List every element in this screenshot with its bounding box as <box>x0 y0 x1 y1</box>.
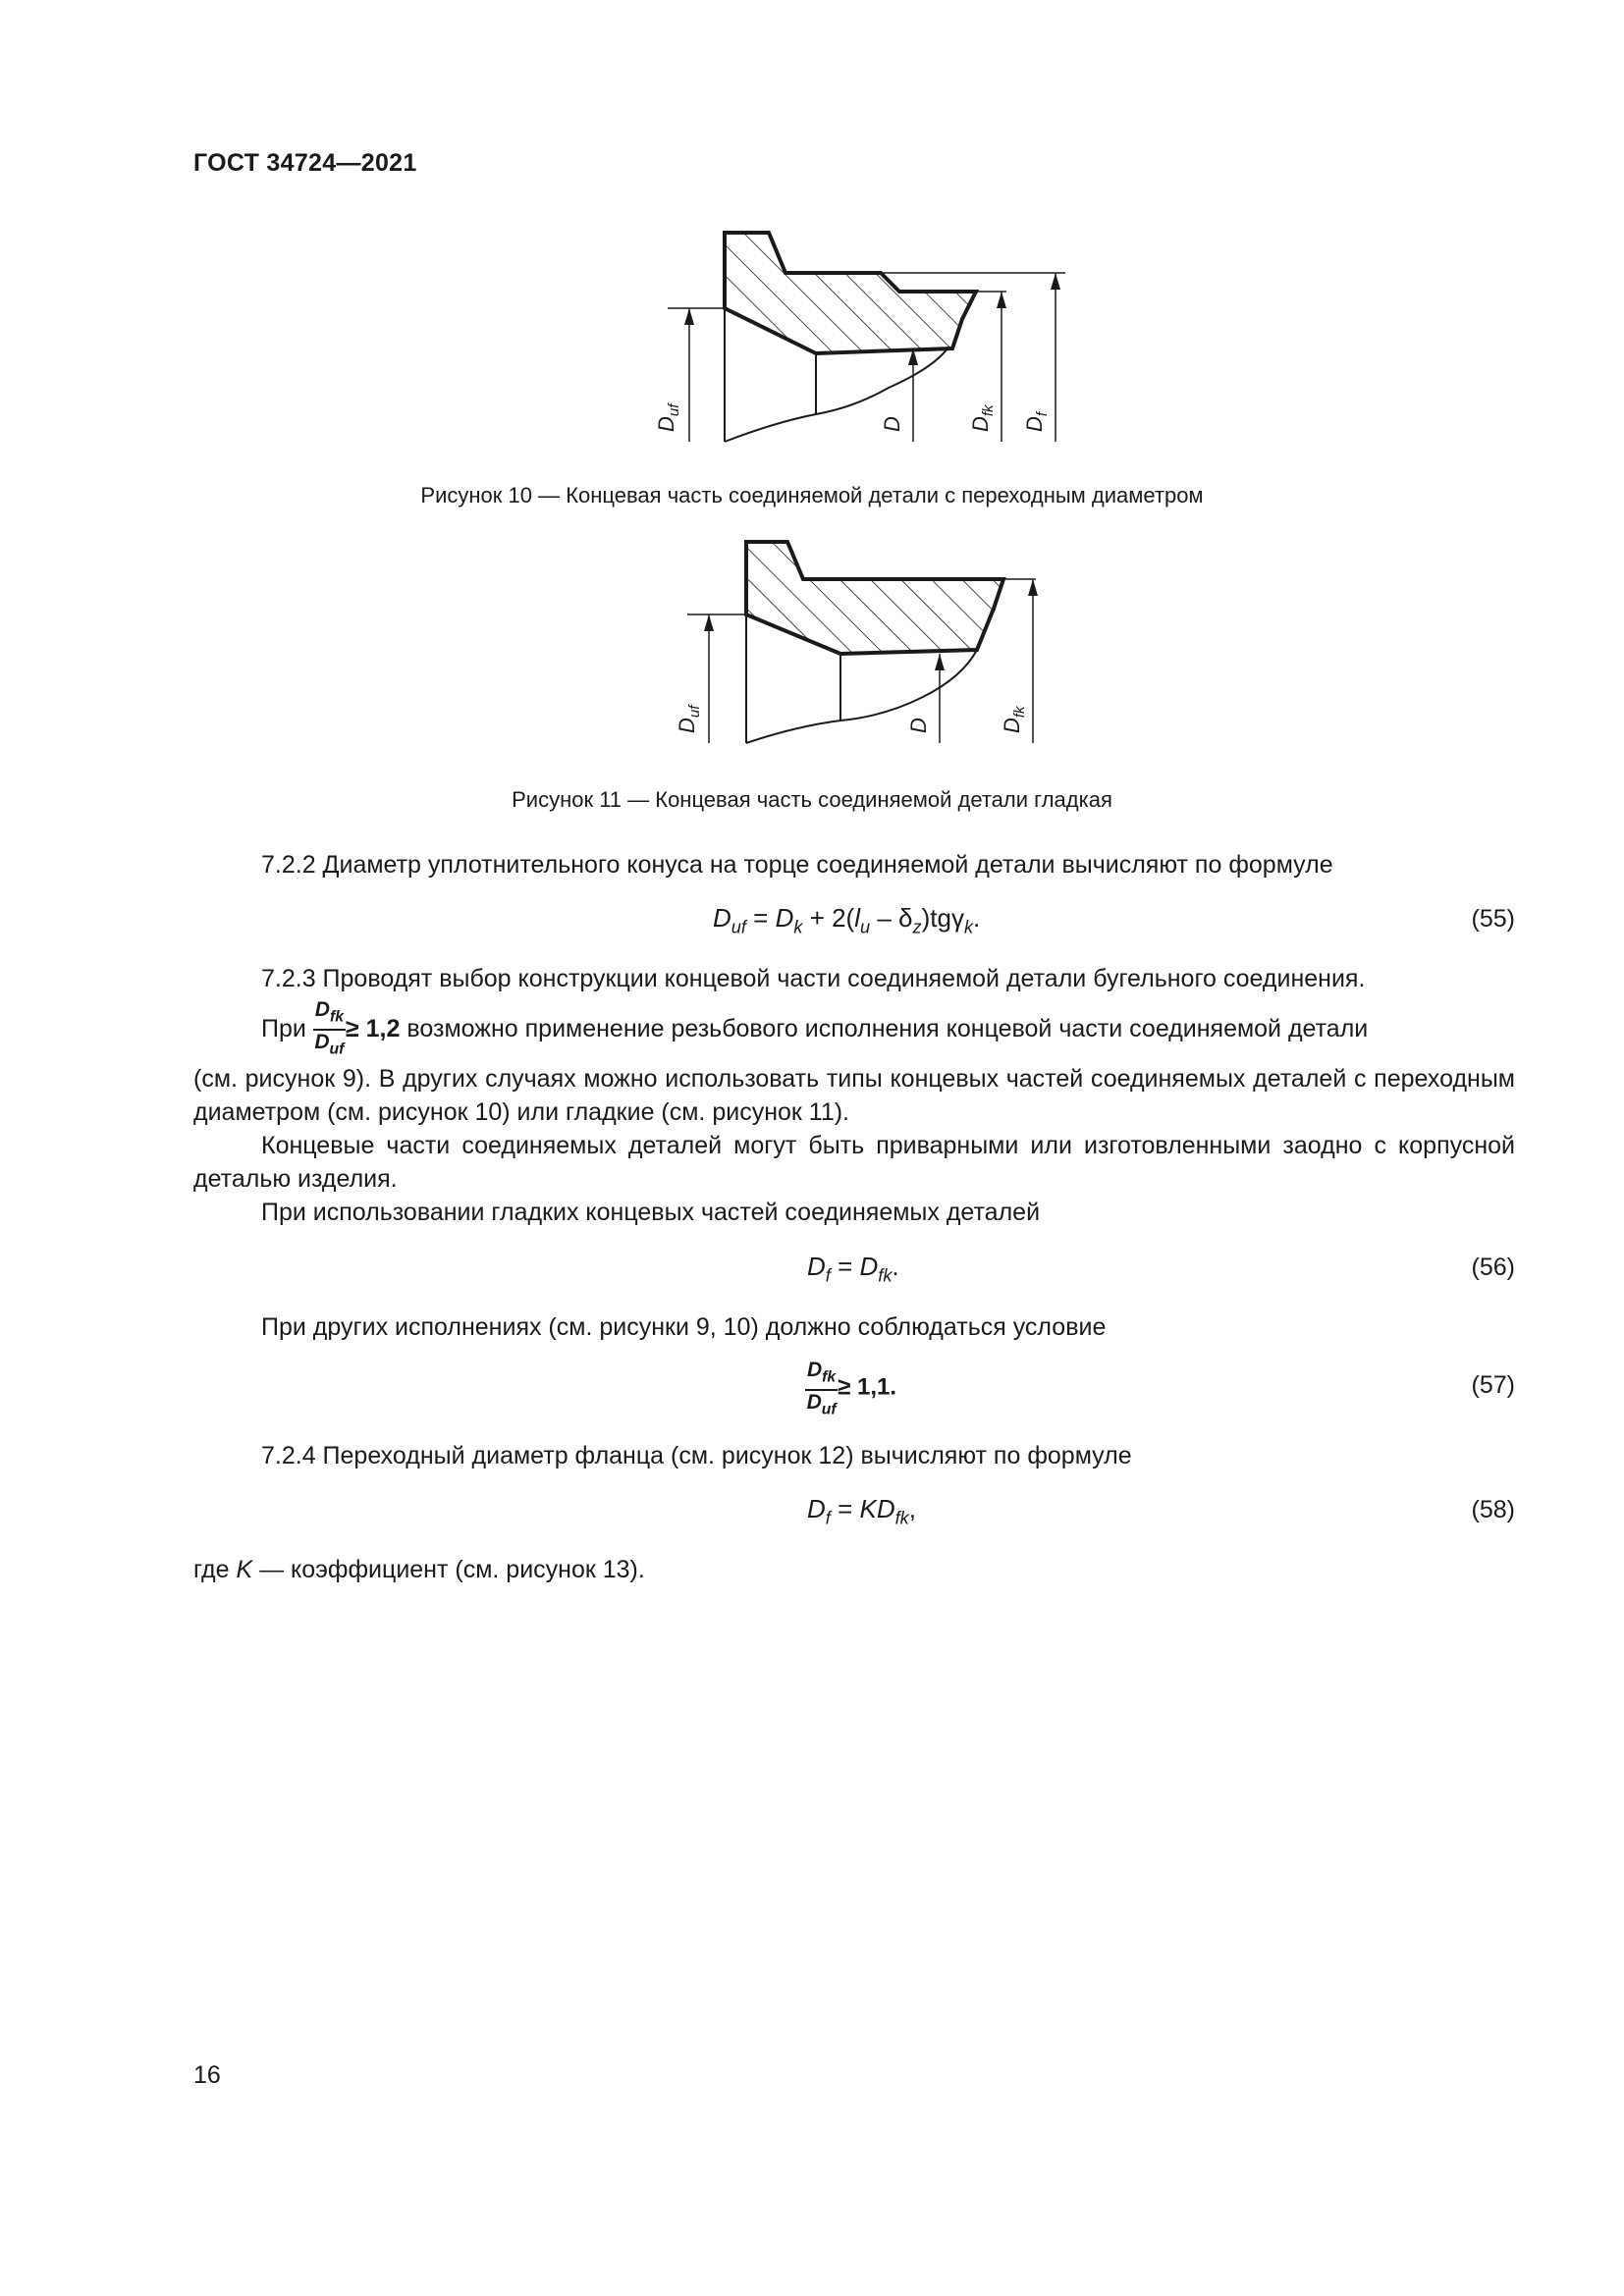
figure-10-drawing <box>609 221 1100 456</box>
equation-number-56: (56) <box>1471 1254 1515 1281</box>
fig10-hatched-section <box>725 233 976 353</box>
fig10-label-duf: $D_{uf}$ <box>654 403 682 432</box>
section-7-2-3-text: 7.2.3 Проводят выбор конструкции концевой части соединяемой детали бугельного соединения. <box>261 965 1366 992</box>
fraction-dfk-duf: $\frac{D_{fk}}{D_{uf}}$ <box>314 998 345 1057</box>
equation-number-58: (58) <box>1471 1496 1515 1523</box>
fig11-hatched-section <box>746 542 1003 654</box>
fig10-label-df: $D_f$ <box>1022 411 1051 432</box>
section-7-2-4-text: 7.2.4 Переходный диаметр фланца (см. рисунок 12) вычисляют по формуле <box>261 1442 1132 1469</box>
where-k-explanation: где K — коэффициент (см. рисунок 13). <box>193 1556 645 1583</box>
formula-56: $D_f = D_{fk}$. <box>807 1252 899 1286</box>
formula-55: $D_{uf} = D_k + 2(l_u - \delta_z)tg\gamma_k$. <box>713 903 981 937</box>
section-7-2-3-continuation: (см. рисунок 9). В других случаях можно использовать типы концевых частей соединяемых деталей с переходным диаметром (см. рисунок 10) или гладкие (см. рисунок 11). <box>193 1065 1515 1126</box>
fig11-label-d: D <box>906 718 931 733</box>
section-7-2-3-smooth-text: При использовании гладких концевых частей соединяемых деталей <box>261 1199 1041 1226</box>
equation-number-55: (55) <box>1471 905 1515 933</box>
fig11-label-dfk: $D_{fk}$ <box>1000 706 1028 733</box>
fig10-label-dfk: $D_{fk}$ <box>968 404 997 432</box>
section-7-2-3-ends-paragraph: Концевые части соединяемых деталей могут быть приварными или изготовленными заодно с корпусной деталью изделия. <box>193 1132 1515 1193</box>
formula-57: $\frac{D_{fk}}{D_{uf}}$ ≥ 1,1. <box>805 1360 896 1421</box>
formula-58: $D_f = KD_{fk}$, <box>807 1494 916 1528</box>
section-7-2-3-condition: При $\frac{D_{fk}}{D_{uf}}$ ≥ 1,2 возможно применение резьбового исполнения концевой части соединяемой детали <box>261 999 1515 1061</box>
figure-11-caption: Рисунок 11 — Концевая часть соединяемой детали гладкая <box>512 787 1112 812</box>
fraction-dfk-duf-57: $\frac{D_{fk}}{D_{uf}}$ <box>806 1359 837 1417</box>
page-number: 16 <box>193 2061 221 2089</box>
equation-number-57: (57) <box>1471 1371 1515 1399</box>
document-header: ГОСТ 34724—2021 <box>193 149 417 177</box>
section-7-2-2-text: 7.2.2 Диаметр уплотнительного конуса на торце соединяемой детали вычисляют по формуле <box>261 851 1333 879</box>
fig11-label-duf: $D_{uf}$ <box>675 705 703 733</box>
section-7-2-3-other-text: При других исполнениях (см. рисунки 9, 10) должно соблюдаться условие <box>261 1313 1107 1341</box>
figure-10-caption: Рисунок 10 — Концевая часть соединяемой детали с переходным диаметром <box>420 483 1204 507</box>
figure-11-drawing <box>668 530 1060 756</box>
fig10-label-d: D <box>880 416 904 432</box>
